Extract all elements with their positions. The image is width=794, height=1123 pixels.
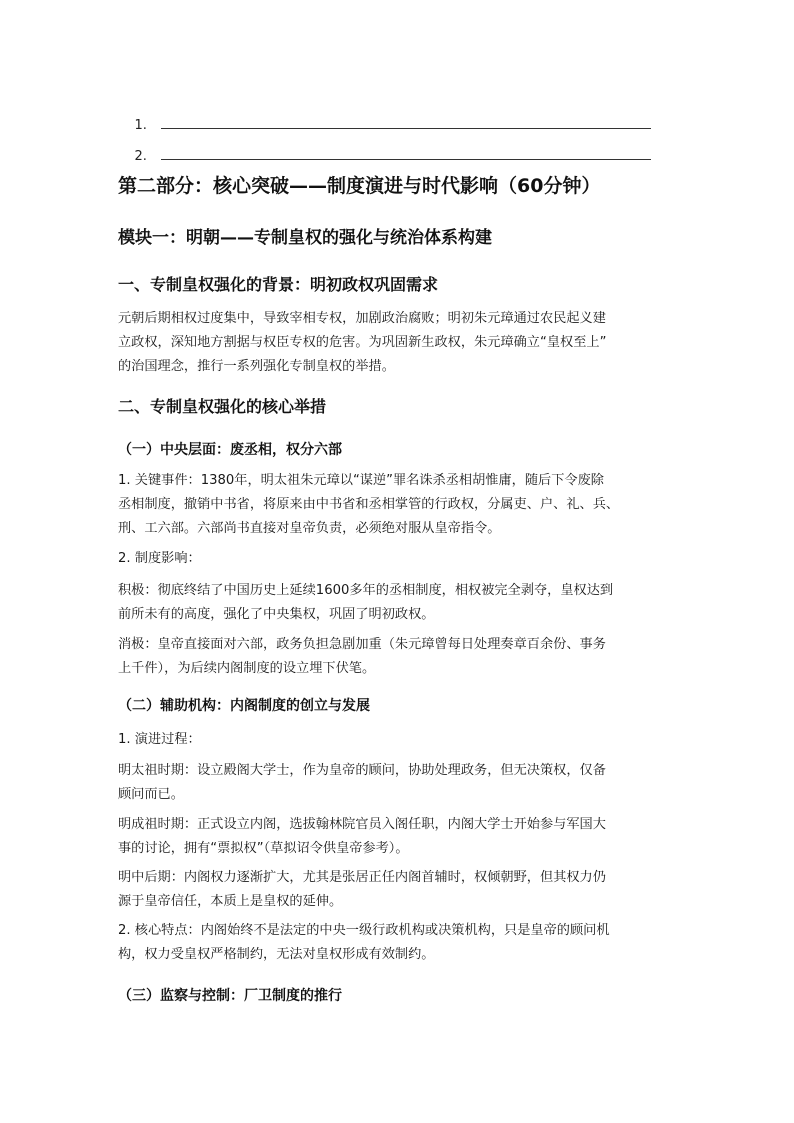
blank-underline[interactable] bbox=[161, 116, 651, 129]
subsection-1-paragraph-2: 2. 制度影响： bbox=[118, 551, 201, 566]
section-1-paragraph: 元朝后期相权过度集中，导致宰相专权，加剧政治腐败；明初朱元璋通过农民起义建 立政权，深知地方割据与权臣专权的危害。为巩固新生政权，朱元璋确立“皇权至上” 的治国理念，推行一系列强化专制皇权的举措。 bbox=[118, 311, 607, 374]
part-title: 第二部分：核心突破——制度演进与时代影响（60分钟） bbox=[118, 175, 601, 197]
blank-number: 1. bbox=[134, 118, 147, 133]
subsection-2-paragraph-5: 2. 核心特点：内阁始终不是法定的中央一级行政机构或决策机构，只是皇帝的顾问机 构，权力受皇权严格制约，无法对皇权形成有效制约。 bbox=[118, 923, 610, 962]
section-1-title: 一、专制皇权强化的背景：明初政权巩固需求 bbox=[118, 275, 439, 294]
module-title: 模块一：明朝——专制皇权的强化与统治体系构建 bbox=[118, 228, 492, 248]
subsection-1-paragraph-3: 积极：彻底终结了中国历史上延续1600多年的丞相制度，相权被完全剥夺，皇权达到 前所未有的高度，强化了中央集权，巩固了明初政权。 bbox=[118, 583, 614, 622]
subsection-2-paragraph-4: 明中后期：内阁权力逐渐扩大，尤其是张居正任内阁首辅时，权倾朝野，但其权力仍 源于皇帝信任，本质上是皇权的延伸。 bbox=[118, 870, 606, 909]
blank-number: 2. bbox=[134, 149, 147, 164]
section-2-title: 二、专制皇权强化的核心举措 bbox=[118, 397, 327, 416]
subsection-2-paragraph-2: 明太祖时期：设立殿阁大学士，作为皇帝的顾问，协助处理政务，但无决策权，仅备 顾问而已。 bbox=[118, 763, 606, 802]
subsection-1-paragraph-4: 消极：皇帝直接面对六部，政务负担急剧加重（朱元璋曾每日处理奏章百余份、事务 上千件），为后续内阁制度的设立埋下伏笔。 bbox=[118, 637, 606, 676]
subsection-2-paragraph-3: 明成祖时期：正式设立内阁，选拔翰林院官员入阁任职，内阁大学士开始参与军国大 事的讨论，拥有“票拟权”（草拟诏令供皇帝参考）。 bbox=[118, 817, 606, 856]
blank-underline[interactable] bbox=[161, 147, 651, 160]
subsection-1-title: （一）中央层面：废丞相，权分六部 bbox=[118, 442, 342, 458]
subsection-2-title: （二）辅助机构：内阁制度的创立与发展 bbox=[118, 698, 370, 714]
subsection-2-paragraph-1: 1. 演进过程： bbox=[118, 732, 201, 747]
subsection-3-title: （三）监察与控制：厂卫制度的推行 bbox=[118, 988, 342, 1004]
subsection-1-paragraph-1: 1. 关键事件：1380年，明太祖朱元璋以“谋逆”罪名诛杀丞相胡惟庸，随后下令废除 丞相制度，撤销中书省，将原来由中书省和丞相掌管的行政权，分属吏、户、礼、兵、 刑、工六部。六部尚书直接对皇帝负责，必须绝对服从皇帝指令。 bbox=[118, 473, 620, 536]
